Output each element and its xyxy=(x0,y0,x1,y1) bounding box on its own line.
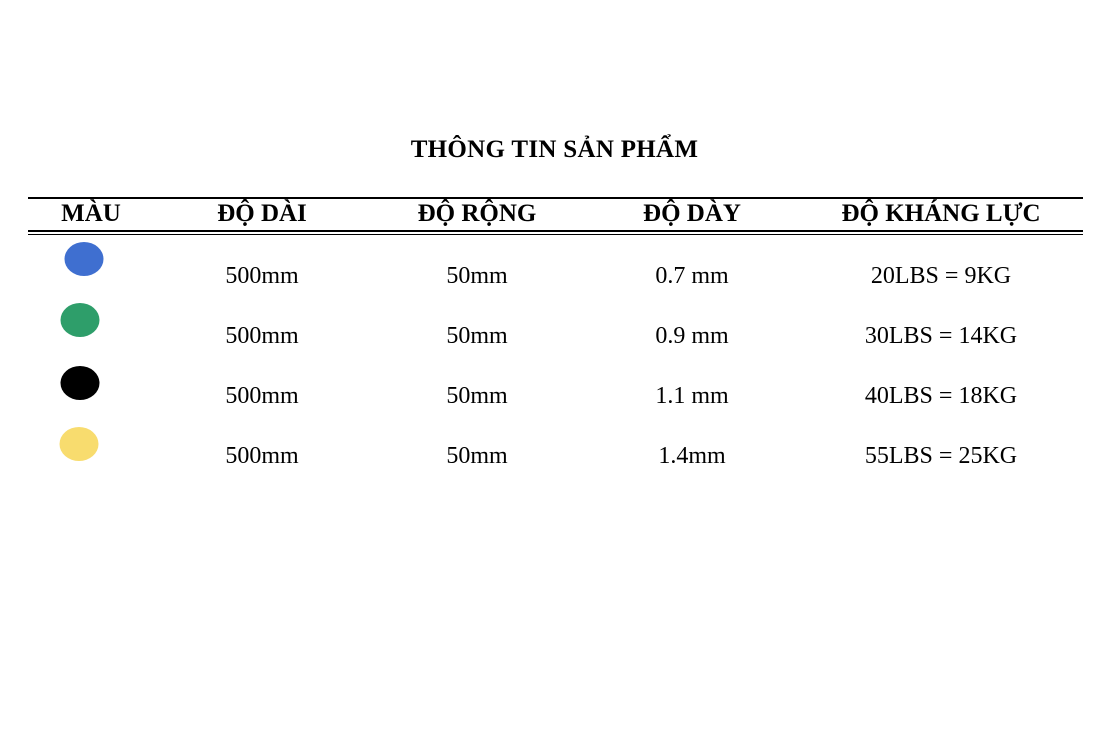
cell-width: 50mm xyxy=(446,263,508,289)
cell-thickness: 1.1 mm xyxy=(655,383,729,409)
page-title: THÔNG TIN SẢN PHẨM xyxy=(410,136,699,163)
cell-length: 500mm xyxy=(225,323,299,349)
cell-width: 50mm xyxy=(446,383,508,409)
cell-thickness: 1.4mm xyxy=(658,443,726,469)
cell-thickness: 0.9 mm xyxy=(655,323,729,349)
cell-length: 500mm xyxy=(225,443,299,469)
color-swatch-blue xyxy=(65,242,104,276)
color-swatch-black xyxy=(61,366,100,400)
cell-resistance: 40LBS = 18KG xyxy=(864,383,1018,409)
header-length: ĐỘ DÀI xyxy=(217,200,307,227)
header-rule-double xyxy=(28,234,1083,235)
cell-length: 500mm xyxy=(225,263,299,289)
header-resistance: ĐỘ KHÁNG LỰC xyxy=(841,200,1041,227)
cell-length: 500mm xyxy=(225,383,299,409)
color-swatch-yellow xyxy=(60,427,99,461)
color-swatch-green xyxy=(61,303,100,337)
header-thickness: ĐỘ DÀY xyxy=(643,200,741,227)
cell-thickness: 0.7 mm xyxy=(655,263,729,289)
cell-width: 50mm xyxy=(446,443,508,469)
header-rule xyxy=(28,230,1083,232)
cell-resistance: 55LBS = 25KG xyxy=(864,443,1018,469)
header-width: ĐỘ RỘNG xyxy=(417,200,537,227)
cell-width: 50mm xyxy=(446,323,508,349)
cell-resistance: 30LBS = 14KG xyxy=(864,323,1018,349)
cell-resistance: 20LBS = 9KG xyxy=(870,263,1012,289)
header-color: MÀU xyxy=(61,200,121,227)
